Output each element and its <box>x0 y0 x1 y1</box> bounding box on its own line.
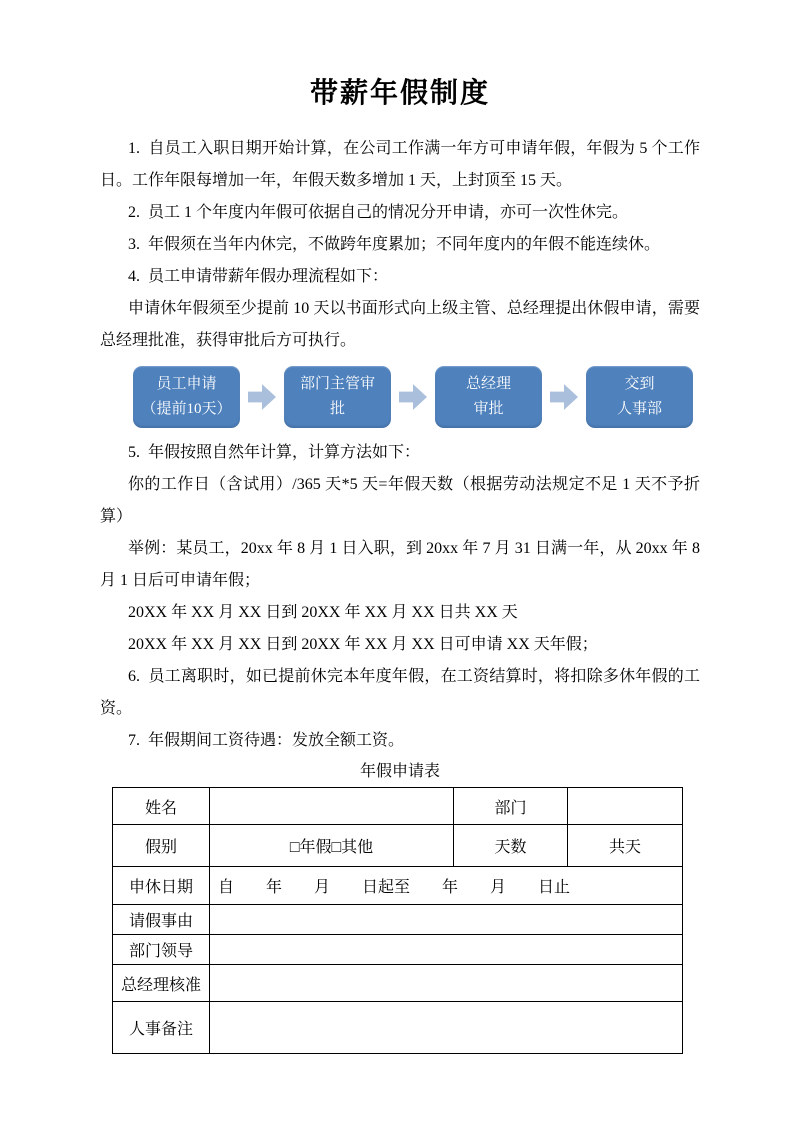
flow-connector <box>542 382 586 412</box>
flow-connector <box>240 382 284 412</box>
table-row-name <box>113 788 683 825</box>
cell-hr-note-label: 人事备注 <box>113 1002 210 1054</box>
flow-step-employee-apply <box>133 366 240 428</box>
flow-step-label: 员工申请 <box>156 376 217 392</box>
policy-item-1: 1. 自员工入职日期开始计算，在公司工作满一年方可申请年假，年假为 5 个工作日。工作年限每增加一年，年假天数多增加 1 天，上封顶至 15 天。 <box>100 140 700 189</box>
policy-item-5-example-line1: 20XX 年 XX 月 XX 日到 20XX 年 XX 月 XX 日共 XX 天 <box>128 604 518 621</box>
flow-step-label: 部门主管审 <box>299 376 375 392</box>
flow-step-dept-manager-approve <box>284 366 391 428</box>
document-title: 带薪年假制度 <box>309 78 490 109</box>
table-title: 年假申请表 <box>359 763 440 780</box>
arrow-right-icon <box>248 382 276 412</box>
table-row-dept-leader <box>113 935 683 965</box>
table-row-gm-approval <box>113 965 683 1002</box>
policy-item-5: 5. 年假按照自然年计算，计算方法如下： <box>128 444 421 461</box>
flow-step-label: 审批 <box>473 401 504 417</box>
policy-item-7: 7. 年假期间工资待遇：发放全额工资。 <box>128 732 405 749</box>
leave-application-table <box>112 787 683 1054</box>
flow-step-label: 人事部 <box>616 401 662 417</box>
flow-step-submit-hr <box>586 366 693 428</box>
table-row-leave-type <box>113 825 683 867</box>
cell-dates-label: 申休日期 <box>113 867 210 905</box>
cell-hr-note-value <box>210 1002 683 1054</box>
flow-step-gm-approve <box>435 366 542 428</box>
document-content <box>0 76 793 1054</box>
cell-reason-value <box>210 905 683 935</box>
cell-dept-leader-label: 部门领导 <box>113 935 210 965</box>
cell-reason-label: 请假事由 <box>113 905 210 935</box>
flow-step-label: （提前10天） <box>141 401 232 417</box>
policy-item-2: 2. 员工 1 个年度内年假可依据自己的情况分开申请，亦可一次性休完。 <box>128 204 629 221</box>
flow-step-label: 交到 <box>624 376 655 392</box>
cell-days-label: 天数 <box>454 825 568 867</box>
cell-name-value <box>210 788 454 825</box>
cell-leave-type-label: 假别 <box>113 825 210 867</box>
policy-item-5-example: 举例：某员工，20xx 年 8 月 1 日入职，到 20xx 年 7 月 31 日满一年，从 20xx 年 8 月 1 日后可申请年假； <box>100 540 704 589</box>
table-row-reason <box>113 905 683 935</box>
flow-connector <box>391 382 435 412</box>
arrow-right-icon <box>550 382 578 412</box>
cell-leave-type-checkboxes: □年假□其他 <box>210 825 454 867</box>
table-row-dates <box>113 867 683 905</box>
cell-department-label: 部门 <box>454 788 568 825</box>
policy-item-4: 4. 员工申请带薪年假办理流程如下： <box>128 268 389 285</box>
arrow-right-icon <box>399 382 427 412</box>
cell-gm-approval-label: 总经理核准 <box>113 965 210 1002</box>
cell-days-value: 共天 <box>568 825 683 867</box>
table-row-hr-note <box>113 1002 683 1054</box>
approval-flowchart <box>133 366 700 428</box>
flow-step-label: 总经理 <box>465 376 511 392</box>
cell-department-value <box>568 788 683 825</box>
policy-item-3: 3. 年假须在当年内休完，不做跨年度累加；不同年度内的年假不能连续休。 <box>128 236 661 253</box>
cell-dates-value: 自 年 月 日起至 年 月 日止 <box>210 867 683 905</box>
policy-item-5-example-line2: 20XX 年 XX 月 XX 日到 20XX 年 XX 月 XX 日可申请 XX 天年假； <box>128 636 598 653</box>
cell-name-label: 姓名 <box>113 788 210 825</box>
flow-step-label: 批 <box>329 401 345 417</box>
policy-item-6: 6. 员工离职时，如已提前休完本年度年假，在工资结算时，将扣除多休年假的工资。 <box>100 668 700 717</box>
policy-item-5-formula: 你的工作日（含试用）/365 天*5 天=年假天数（根据劳动法规定不足 1 天不予折算） <box>100 476 700 525</box>
document-body <box>100 133 704 757</box>
cell-gm-approval-value <box>210 965 683 1002</box>
policy-item-4-detail: 申请休年假须至少提前 10 天以书面形式向上级主管、总经理提出休假申请，需要总经理批准，获得审批后方可执行。 <box>100 300 700 349</box>
cell-dept-leader-value <box>210 935 683 965</box>
